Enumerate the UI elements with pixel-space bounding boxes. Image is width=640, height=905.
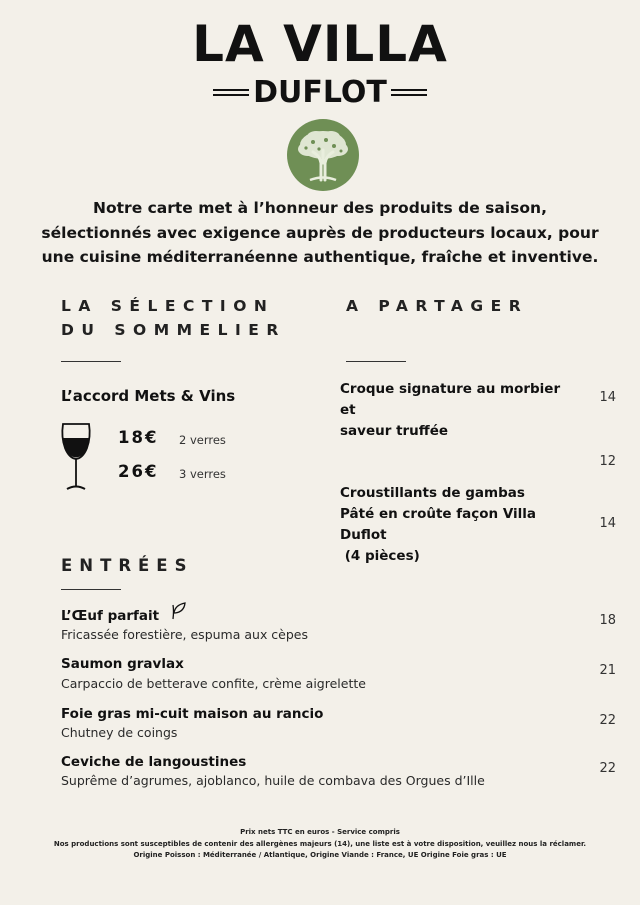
menu-item-name: Saumon gravlax [61,656,184,672]
entrees-section-title: ENTRÉES [61,556,194,575]
left-decorative-bars [213,89,249,96]
wine-option-price: 26€ [118,462,159,481]
menu-item-description: Chutney de coings [61,725,178,740]
menu-item-price: 21 [599,663,616,678]
sommelier-title-line1: LA SÉLECTION [61,297,275,315]
sommelier-title-line2: DU SOMMELIER [61,321,286,339]
menu-item-name: Foie gras mi-cuit maison au rancio [61,706,324,722]
menu-item-name-line1: Croque signature au morbier et [340,381,561,418]
menu-item-description: Fricassée forestière, espuma aux cèpes [61,627,309,642]
sommelier-divider [61,361,121,362]
menu-item-name-line2: saveur truffée [340,423,449,439]
intro-text: Notre carte met à l’honneur des produits de saison, sélectionnés avec exigence auprès de producteurs locaux, pour une cuisine méditerranéenne authentique, fraîche et inventive. [41,199,599,266]
wine-option-price: 18€ [118,428,159,447]
menu-item-name-line2: (4 pièces) [340,548,420,564]
menu-item-price: 12 [599,454,616,469]
restaurant-subtitle-row [0,72,640,112]
menu-item-description: Carpaccio de betterave confite, crème aigrelette [61,676,366,691]
menu-item-name: L’Œuf parfait [61,608,160,624]
footer-origin-note: Origine Poisson : Méditerranée / Atlantique, Origine Viande : France, UE Origine Foie gras : UE [133,851,507,859]
footer-allergens-note: Nos productions sont susceptibles de contenir des allergènes majeurs (14), une liste est à votre disposition, veuillez nous la réclamer. [53,839,587,848]
tree-logo-icon [286,118,360,192]
menu-item-price: 22 [599,761,616,776]
footer-notes [20,827,620,862]
menu-item-price: 22 [599,713,616,728]
entrees-divider [61,589,121,590]
restaurant-title: LA VILLA [192,15,448,73]
menu-item-name-line1: Croustillants de gambas [340,485,525,501]
accord-mets-vins-label: L’accord Mets & Vins [61,387,236,405]
menu-item-price: 14 [599,390,616,405]
restaurant-subtitle: DUFLOT [253,74,387,110]
vegetarian-leaf-icon [168,601,188,621]
sommelier-section-title [61,294,286,342]
menu-item-price: 14 [599,516,616,531]
partager-section-title: A PARTAGER [346,297,529,315]
menu-item-name: Pâté en croûte façon Villa Duflot [340,506,537,543]
wine-option-quantity: 2 verres [179,433,226,447]
footer-prices-note: Prix nets TTC en euros - Service compris [240,828,400,836]
partager-divider [346,361,406,362]
menu-item-price: 18 [599,613,616,628]
menu-item-description: Suprême d’agrumes, ajoblanco, huile de combava des Orgues d’Ille [61,773,485,788]
wine-glass-icon [59,421,93,493]
menu-item-name: Ceviche de langoustines [61,754,247,770]
right-decorative-bars [391,89,427,96]
wine-option-quantity: 3 verres [179,467,226,481]
menu-item-name [340,379,580,442]
